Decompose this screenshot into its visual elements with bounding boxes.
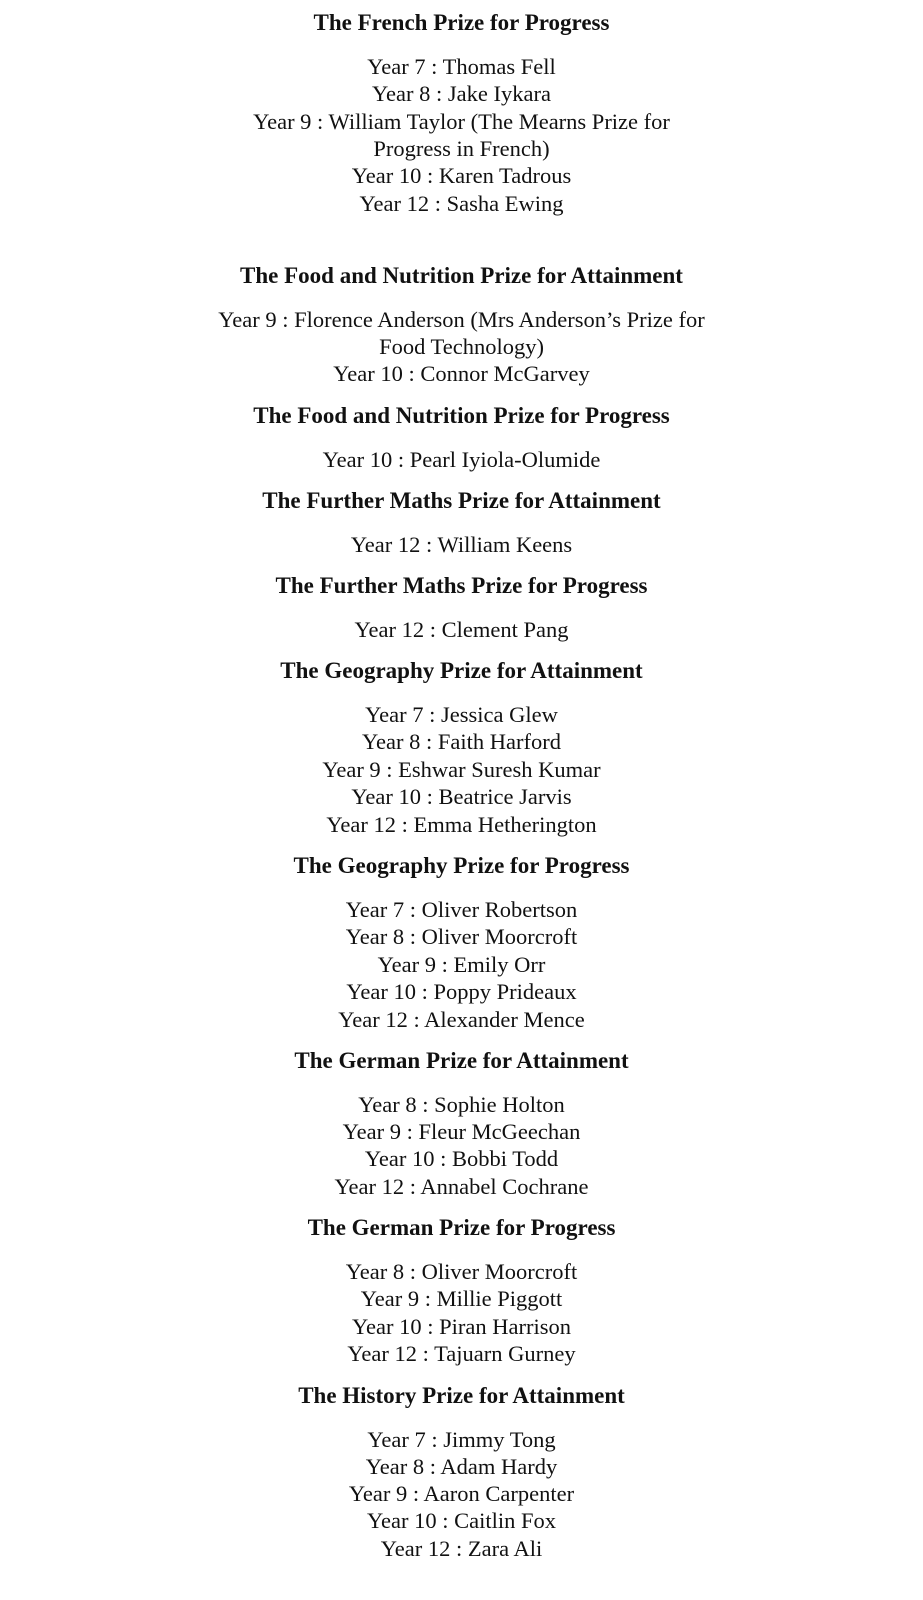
section-heading: The Further Maths Prize for Attainment [262, 488, 661, 513]
winner-line: Year 8 : Faith Harford [362, 729, 561, 754]
section-heading: The German Prize for Progress [307, 1215, 616, 1240]
winner-line: Year 9 : Millie Piggott [360, 1286, 563, 1311]
winner-line: Year 9 : William Taylor (The Mearns Prize for [253, 109, 670, 134]
winner-line: Year 9 : Eshwar Suresh Kumar [322, 757, 601, 782]
winner-line: Year 10 : Caitlin Fox [367, 1508, 556, 1533]
winner-line: Progress in French) [373, 136, 550, 161]
winner-line: Year 12 : Emma Hetherington [326, 812, 597, 837]
section-heading: The Food and Nutrition Prize for Progress [253, 403, 670, 428]
winner-line: Year 8 : Oliver Moorcroft [345, 1259, 578, 1284]
section-heading: The German Prize for Attainment [294, 1048, 629, 1073]
winner-line: Year 12 : Sasha Ewing [359, 191, 564, 216]
winner-line: Year 9 : Aaron Carpenter [348, 1481, 575, 1506]
winner-line: Year 7 : Jessica Glew [365, 702, 558, 727]
winner-line: Year 8 : Adam Hardy [365, 1454, 558, 1479]
winner-line: Year 7 : Thomas Fell [367, 54, 556, 79]
section-heading: The Geography Prize for Progress [293, 853, 630, 878]
winner-line: Year 10 : Karen Tadrous [351, 163, 572, 188]
winner-line: Year 12 : Tajuarn Gurney [347, 1341, 576, 1366]
winner-line: Year 9 : Emily Orr [377, 952, 546, 977]
winner-line: Year 12 : Clement Pang [354, 617, 569, 642]
winner-line: Year 8 : Jake Iykara [372, 81, 551, 106]
winner-line: Year 12 : Alexander Mence [338, 1007, 585, 1032]
winner-line: Year 10 : Pearl Iyiola-Olumide [322, 447, 601, 472]
winner-line: Food Technology) [379, 334, 544, 359]
winner-line: Year 12 : Zara Ali [380, 1536, 543, 1561]
winner-line: Year 9 : Fleur McGeechan [342, 1119, 581, 1144]
winner-line: Year 8 : Sophie Holton [358, 1092, 565, 1117]
winner-line: Year 10 : Poppy Prideaux [346, 979, 577, 1004]
winner-line: Year 9 : Florence Anderson (Mrs Anderson’s Prize for [218, 307, 705, 332]
winner-line: Year 10 : Connor McGarvey [333, 361, 590, 386]
section-heading: The History Prize for Attainment [298, 1383, 625, 1408]
winner-line: Year 10 : Bobbi Todd [364, 1146, 559, 1171]
winner-line: Year 8 : Oliver Moorcroft [345, 924, 578, 949]
winner-line: Year 10 : Piran Harrison [352, 1314, 571, 1339]
winner-line: Year 7 : Jimmy Tong [367, 1427, 556, 1452]
section-heading: The Further Maths Prize for Progress [275, 573, 648, 598]
section-heading: The Geography Prize for Attainment [280, 658, 643, 683]
winner-line: Year 12 : William Keens [350, 532, 573, 557]
section-heading: The French Prize for Progress [313, 10, 610, 35]
section-heading: The Food and Nutrition Prize for Attainment [240, 263, 683, 288]
winner-line: Year 7 : Oliver Robertson [345, 897, 578, 922]
winner-line: Year 10 : Beatrice Jarvis [351, 784, 572, 809]
winner-line: Year 12 : Annabel Cochrane [334, 1174, 589, 1199]
